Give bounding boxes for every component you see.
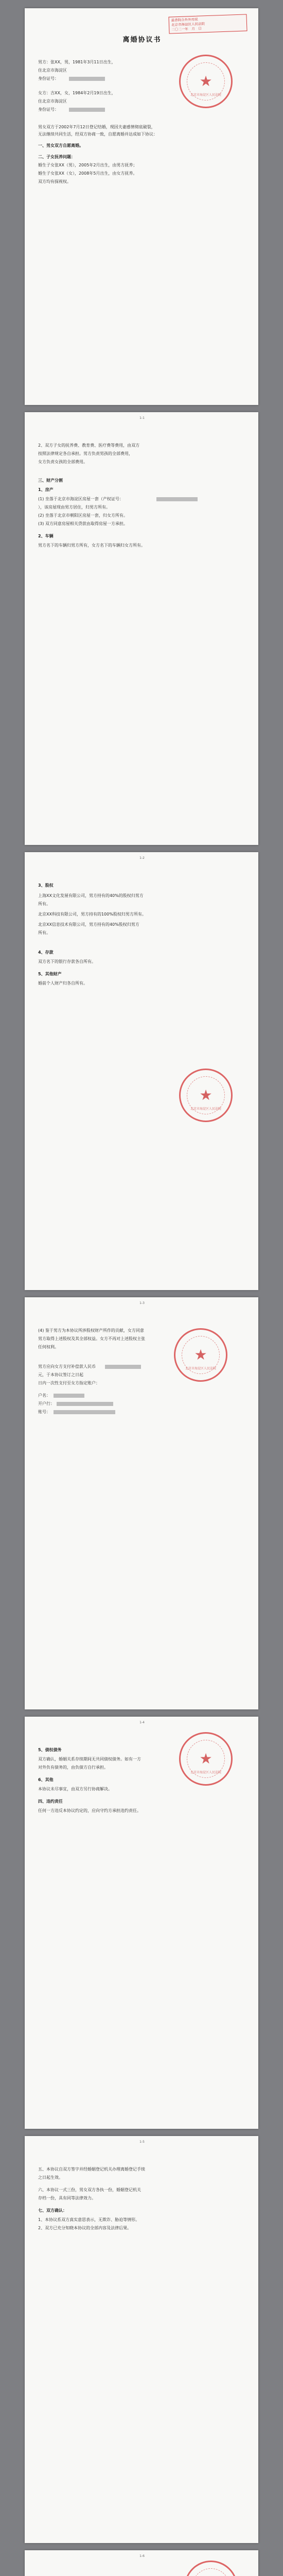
redaction — [69, 108, 105, 112]
text-line: 女方：吉XX，女，1984年2月19日出生， — [38, 91, 116, 95]
text-line: 本协议未尽事宜，由双方另行协商解决。 — [38, 1787, 112, 1791]
text-line: 双方确认，婚姻关系存续期间无共同债权债务。如有一方 — [38, 1757, 141, 1761]
text-line: 2、双方子女的抚养费、教育费、医疗费等费用，由双方 — [38, 443, 140, 448]
text-line: 男方：张XX，男，1981年3月11日出生， — [38, 60, 116, 64]
document-page-1 — [25, 8, 258, 405]
text-line: 住北京市海淀区 — [38, 99, 67, 104]
text-line: 女方负责女孩的全部费用。 — [38, 460, 87, 464]
seal-star-icon: ★ — [194, 1346, 207, 1363]
page-number: 1-1 — [139, 416, 145, 420]
official-seal — [174, 1328, 227, 1382]
page-number: 1-5 — [139, 2140, 145, 2144]
seal-text: 北京市海淀区人民法院 — [190, 93, 221, 97]
document-page-7 — [25, 2550, 258, 2576]
section-heading: 5、其他财产 — [38, 972, 62, 976]
text-line: 1、本协议系双方真实意思表示，无欺诈、胁迫等情形。 — [38, 2217, 140, 2222]
page-number: 1-3 — [139, 1301, 145, 1305]
section-heading: 5、债权债务 — [38, 1748, 62, 1752]
text-line: (1) 坐落于北京市海淀区房屋一套（产权证号： — [38, 497, 123, 501]
section-heading: 6、其他 — [38, 1777, 54, 1782]
text-line: 身份证号： — [38, 107, 59, 112]
section-heading: 七、双方确认： — [38, 2208, 67, 2213]
text-line: 元，于本协议签订之日起 — [38, 1372, 83, 1377]
text-line: 婚生子女张XX（女），2008年5月出生，由女方抚养。 — [38, 171, 137, 176]
section-heading: 四、违约责任 — [38, 1799, 63, 1804]
text-line: 2、双方已充分知晓本协议的全部内容及法律后果。 — [38, 2226, 132, 2230]
section-heading: 4、存款 — [38, 950, 54, 955]
text-line: 男方取得上述股权及其全部权益。女方不再对上述股权主张 — [38, 1336, 145, 1341]
document-page-2 — [25, 412, 258, 845]
seal-star-icon: ★ — [199, 73, 213, 90]
official-seal — [179, 55, 233, 108]
seal-ring — [192, 2568, 230, 2576]
text-line: 男方名下的车辆归男方所有，女方名下的车辆归女方所有。 — [38, 543, 145, 548]
document-page-6 — [25, 2136, 258, 2543]
redaction — [54, 1410, 115, 1414]
text-line: 之日起生效。 — [38, 2175, 63, 2180]
section-heading: 三、财产分割 — [38, 478, 63, 483]
text-line: 婚前个人财产归各自所有。 — [38, 981, 87, 986]
redaction — [54, 1394, 84, 1398]
document-page-5 — [25, 1717, 258, 2129]
text-line: (3) 双方同意房屋相关贷款由取得房屋一方承担。 — [38, 521, 128, 526]
redaction — [105, 1365, 141, 1369]
text-line: 身份证号： — [38, 76, 59, 81]
stamp-line: 最香院合外外用说 — [171, 17, 198, 23]
text-line: (4) 鉴于男方为本协议所涉股权财产所作的贡献，女方同意 — [38, 1328, 144, 1333]
text-line: 对外负有债务的，由负债方自行承担。 — [38, 1765, 108, 1770]
seal-text: 北京市海淀区人民法院 — [190, 1771, 221, 1774]
text-line: 住北京市海淀区 — [38, 68, 67, 73]
document-title: 离婚协议书 — [122, 36, 162, 44]
stamp-line: 北京市海淀区人民法院 — [171, 22, 205, 27]
text-line: 无法继续共同生活，经双方协商一致，自愿离婚并达成如下协议： — [38, 132, 157, 137]
text-line: (2) 坐落于北京市朝阳区房屋一套，归女方所有。 — [38, 513, 128, 518]
redaction — [57, 1402, 113, 1406]
page-number: 1-6 — [139, 2554, 145, 2558]
text-line: 北京XX科技有限公司，男方持有的100%股权归男方所有。 — [38, 912, 146, 917]
section-heading: 3、股权 — [38, 883, 54, 888]
page-number: 1-2 — [139, 856, 145, 860]
seal-text: 北京市海淀区人民法院 — [190, 1107, 221, 1111]
document-page-3 — [25, 852, 258, 1290]
page-number: 1-4 — [139, 1721, 145, 1724]
seal-text: 北京市海淀区人民法院 — [185, 1367, 216, 1370]
text-line: 开户行： — [38, 1401, 55, 1406]
text-line: 所有。 — [38, 930, 50, 935]
text-line: 男方应向女方支付补偿款人民币 — [38, 1364, 96, 1369]
redaction — [156, 497, 198, 501]
section-heading: 二、子女抚养问题： — [38, 155, 75, 159]
text-line: 存档一份，具有同等法律效力。 — [38, 2196, 96, 2200]
official-seal — [179, 1732, 233, 1786]
text-line: 婚生子女张XX（男），2005年2月出生，由男方抚养； — [38, 163, 137, 167]
seal-star-icon: ★ — [199, 1087, 213, 1104]
text-line: 五、本协议自双方签字并经婚姻登记机关办理离婚登记手续 — [38, 2167, 145, 2172]
text-line: 双方均有探视权。 — [38, 179, 71, 184]
text-line: 任何一方违反本协议约定的，应向守约方承担违约责任。 — [38, 1808, 141, 1813]
text-line: 北京XX信息技术有限公司，男方持有的40%股权归男方 — [38, 922, 139, 927]
text-line: 上海XX文化发展有限公司，男方持有的40%的股权归男方 — [38, 893, 144, 898]
redaction — [69, 77, 105, 81]
text-line: 男女双方于2002年7月12日登记结婚，现因夫妻感情彻底破裂， — [38, 125, 155, 129]
text-line: 任何权利。 — [38, 1345, 59, 1349]
text-line: 双方名下的银行存款各自所有。 — [38, 959, 96, 964]
text-line: 所有。 — [38, 902, 50, 906]
official-seal — [179, 1069, 233, 1122]
section-heading: 1、房产 — [38, 487, 54, 492]
seal-star-icon: ★ — [199, 1750, 213, 1767]
document-page-4 — [25, 1297, 258, 1709]
text-line: ），该房屋现由男方居住，归男方所有。 — [38, 505, 110, 510]
text-line: 账号： — [38, 1410, 50, 1414]
stamp-line: 二〇二一年 月 日 — [171, 26, 202, 32]
text-line: 六、本协议一式三份，男女双方各执一份，婚姻登记机关 — [38, 2188, 141, 2192]
text-line: 户名： — [38, 1393, 50, 1398]
text-line: 按照法律规定各自承担。男方负责男孩的全部费用， — [38, 451, 133, 456]
section-heading: 2、车辆 — [38, 534, 54, 538]
section-heading: 一、男女双方自愿离婚。 — [38, 143, 83, 148]
text-line: 日内一次性支付至女方指定账户： — [38, 1381, 100, 1385]
